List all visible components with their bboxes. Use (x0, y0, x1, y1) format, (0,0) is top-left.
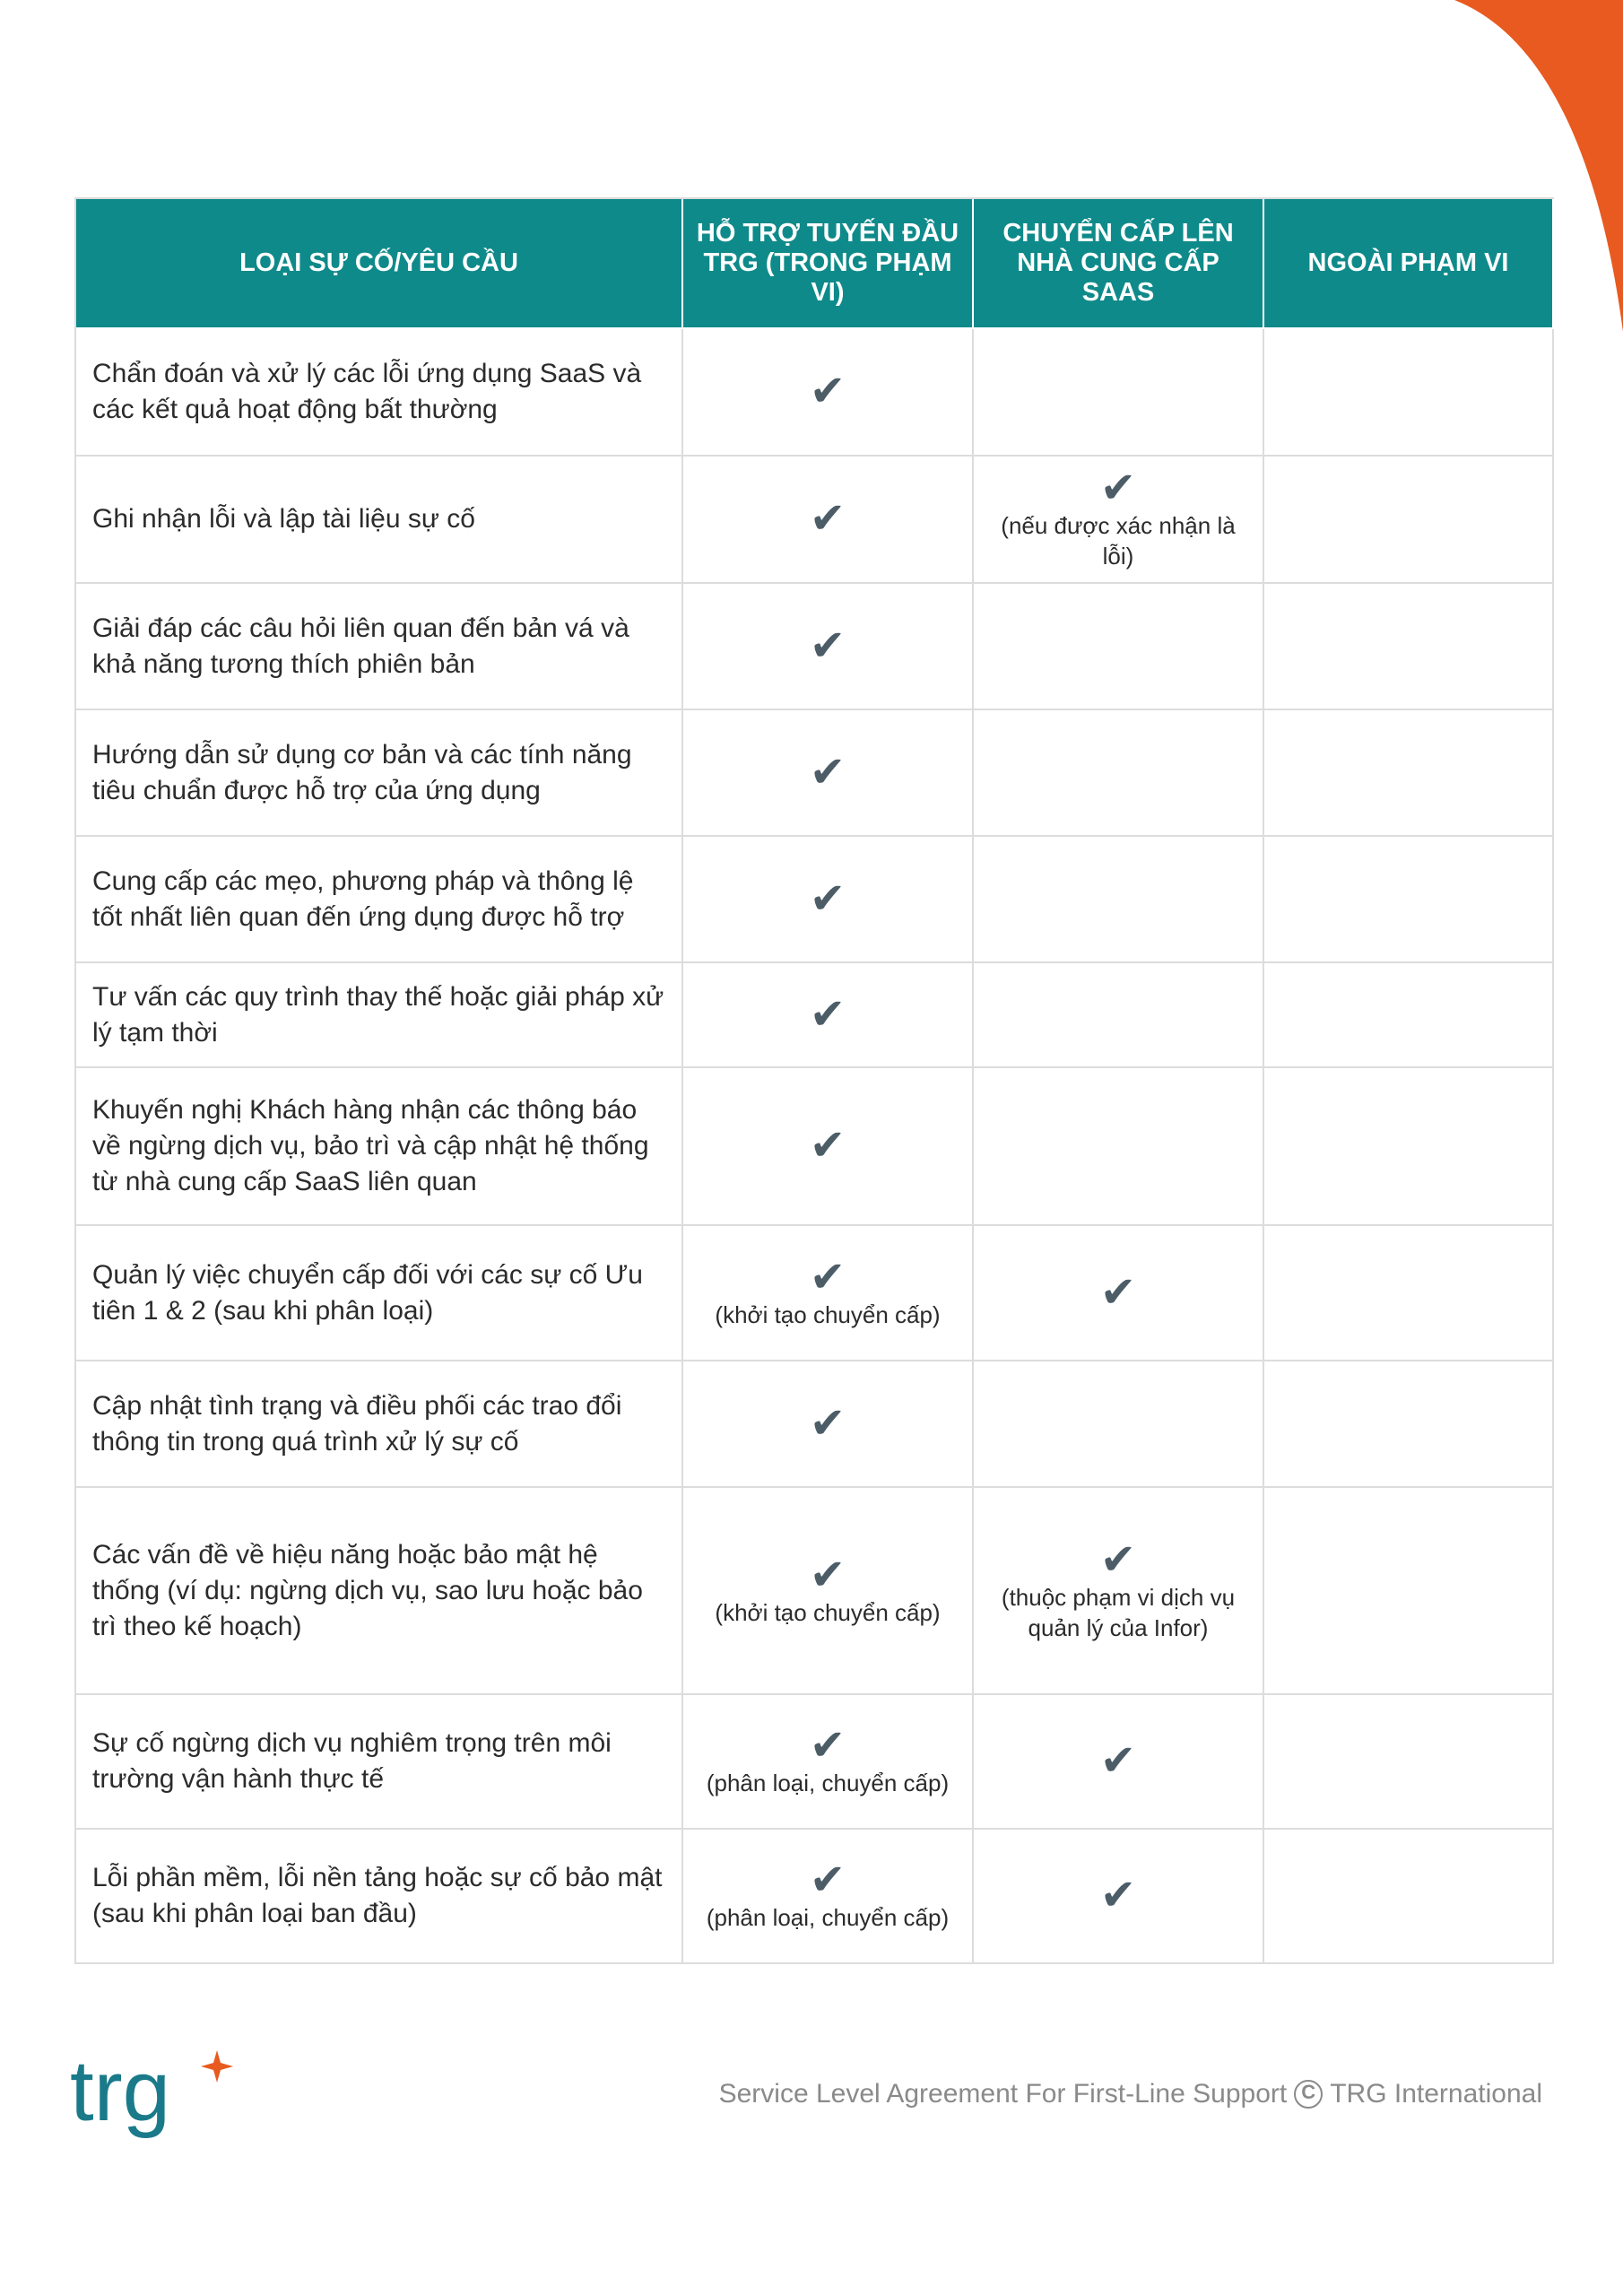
checkmark-icon: ✔ (809, 1122, 846, 1170)
table-row-description: Sự cố ngừng dịch vụ nghiêm trọng trên môi trường vận hành thực tế (76, 1695, 683, 1830)
checkmark-icon: ✔ (809, 874, 846, 923)
checkmark-icon: ✔ (1099, 1737, 1137, 1785)
vendor-cell (974, 457, 1264, 584)
table-row-description: Cập nhật tình trạng và điều phối các trao đổi thông tin trong quá trình xử lý sự cố (76, 1361, 683, 1488)
trg-cell (683, 1488, 974, 1695)
out-of-scope-cell (1264, 1068, 1554, 1226)
checkmark-icon: ✔ (1099, 465, 1137, 512)
checkmark-icon: ✔ (809, 1551, 846, 1599)
out-of-scope-cell (1264, 329, 1554, 457)
checkmark-icon: ✔ (809, 990, 846, 1039)
out-of-scope-cell (1264, 1695, 1554, 1830)
table-row-description: Tư vấn các quy trình thay thế hoặc giải pháp xử lý tạm thời (76, 963, 683, 1068)
checkmark-icon: ✔ (1099, 1268, 1137, 1317)
checkmark-icon: ✔ (809, 1722, 846, 1770)
vendor-note: (nếu được xác nhận là lỗi) (1001, 512, 1236, 570)
checkmark-icon: ✔ (809, 1253, 846, 1301)
vendor-cell (974, 837, 1264, 963)
out-of-scope-cell (1264, 1830, 1554, 1964)
vendor-cell (974, 1361, 1264, 1488)
trg-cell (683, 963, 974, 1068)
out-of-scope-cell (1264, 457, 1554, 584)
vendor-cell (974, 1695, 1264, 1830)
table-row-description: Giải đáp các câu hỏi liên quan đến bản vá và khả năng tương thích phiên bản (76, 584, 683, 710)
checkmark-icon: ✔ (809, 1857, 846, 1904)
checkmark-icon: ✔ (809, 1399, 846, 1448)
footer-text (719, 2079, 1542, 2109)
vendor-cell (974, 710, 1264, 837)
checkmark-icon: ✔ (809, 622, 846, 670)
checkmark-icon: ✔ (1099, 1872, 1137, 1919)
header-cell-vendor: CHUYỂN CẤP LÊN NHÀ CUNG CẤP SAAS (974, 199, 1264, 329)
vendor-cell (974, 329, 1264, 457)
trg-cell (683, 837, 974, 963)
checkmark-icon: ✔ (1099, 1535, 1137, 1584)
checkmark-icon: ✔ (809, 748, 846, 796)
trg-cell (683, 1830, 974, 1964)
vendor-cell (974, 1488, 1264, 1695)
header-cell-trg: HỖ TRỢ TUYẾN ĐẦU TRG (TRONG PHẠM VI) (683, 199, 974, 329)
out-of-scope-cell (1264, 963, 1554, 1068)
trg-note: (phân loại, chuyển cấp) (706, 1904, 950, 1931)
table-row-description: Các vấn đề về hiệu năng hoặc bảo mật hệ thống (ví dụ: ngừng dịch vụ, sao lưu hoặc bảo trì theo kế hoạch) (76, 1488, 683, 1695)
table-row-description: Lỗi phần mềm, lỗi nền tảng hoặc sự cố bảo mật (sau khi phân loại ban đầu) (76, 1830, 683, 1964)
out-of-scope-cell (1264, 1488, 1554, 1695)
out-of-scope-cell (1264, 1226, 1554, 1361)
out-of-scope-cell (1264, 710, 1554, 837)
header-cell-out-of-scope: NGOÀI PHẠM VI (1264, 199, 1554, 329)
vendor-cell (974, 1226, 1264, 1361)
trg-logo (70, 2048, 249, 2165)
vendor-note: (thuộc phạm vi dịch vụ quản lý của Infor) (1001, 1583, 1236, 1641)
trg-note: (phân loại, chuyển cấp) (706, 1770, 950, 1796)
checkmark-icon: ✔ (809, 495, 846, 543)
trg-cell (683, 457, 974, 584)
trg-cell (683, 1226, 974, 1361)
trg-note: (khởi tạo chuyển cấp) (715, 1300, 941, 1328)
trg-cell (683, 1695, 974, 1830)
out-of-scope-cell (1264, 584, 1554, 710)
header-cell-type: LOẠI SỰ CỐ/YÊU CẦU (76, 199, 683, 329)
table-row-description: Hướng dẫn sử dụng cơ bản và các tính năng tiêu chuẩn được hỗ trợ của ứng dụng (76, 710, 683, 837)
out-of-scope-cell (1264, 837, 1554, 963)
trg-cell (683, 1068, 974, 1226)
checkmark-icon: ✔ (809, 368, 846, 415)
out-of-scope-cell (1264, 1361, 1554, 1488)
table-row-description: Quản lý việc chuyển cấp đối với các sự cố Ưu tiên 1 & 2 (sau khi phân loại) (76, 1226, 683, 1361)
footer-company: TRG International (1330, 2079, 1542, 2109)
trg-cell (683, 329, 974, 457)
table-row-description: Khuyến nghị Khách hàng nhận các thông báo về ngừng dịch vụ, bảo trì và cập nhật hệ thống từ nhà cung cấp SaaS liên quan (76, 1068, 683, 1226)
trg-cell (683, 584, 974, 710)
svg-text:trg: trg (70, 2048, 171, 2139)
footer-document-title: Service Level Agreement For First-Line Support (718, 2079, 1288, 2109)
trg-cell (683, 1361, 974, 1488)
support-matrix-table (74, 197, 1554, 1964)
copyright-icon (1294, 2080, 1323, 2109)
vendor-cell (974, 963, 1264, 1068)
vendor-cell (974, 1068, 1264, 1226)
table-row-description: Cung cấp các mẹo, phương pháp và thông lệ tốt nhất liên quan đến ứng dụng được hỗ trợ (76, 837, 683, 963)
vendor-cell (974, 584, 1264, 710)
table-row-description: Chẩn đoán và xử lý các lỗi ứng dụng SaaS và các kết quả hoạt động bất thường (76, 329, 683, 457)
trg-cell (683, 710, 974, 837)
table-row-description: Ghi nhận lỗi và lập tài liệu sự cố (76, 457, 683, 584)
vendor-cell (974, 1830, 1264, 1964)
trg-note: (khởi tạo chuyển cấp) (715, 1598, 941, 1626)
